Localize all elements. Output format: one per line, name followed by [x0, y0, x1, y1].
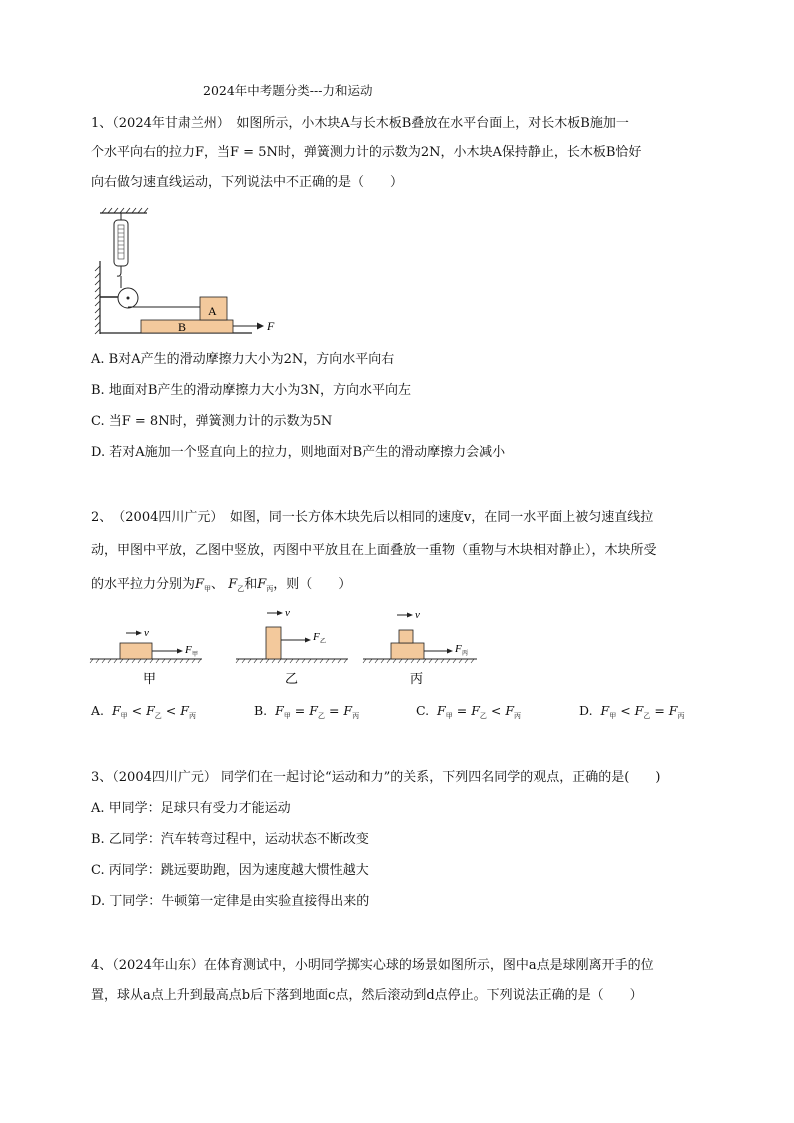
- svg-text:丙: 丙: [462, 651, 469, 657]
- q1-option-b[interactable]: B. 地面对B产生的滑动摩擦力大小为3N，方向水平向左: [91, 383, 412, 398]
- q1-option-c[interactable]: C. 当F = 8N时，弹簧测力计的示数为5N: [91, 414, 333, 429]
- q1-stem-line-1: 1、（2024年甘肃兰州） 如图所示，小木块A与长木板B叠放在水平台面上，对长木板B施加一: [91, 116, 629, 131]
- svg-text:F: F: [313, 631, 320, 643]
- figure-yi: [236, 607, 348, 686]
- figure-jia: [90, 627, 202, 686]
- svg-text:乙: 乙: [320, 639, 327, 645]
- svg-text:v: v: [285, 607, 290, 619]
- q2-option-c[interactable]: C. $F_甲 = F_乙 < F_丙$: [416, 703, 522, 720]
- board-b: [141, 320, 233, 333]
- caption-jia: 甲: [143, 671, 157, 686]
- svg-text:v: v: [415, 609, 420, 621]
- label-a: A: [208, 304, 217, 318]
- wall-hatch: [95, 266, 100, 334]
- q3-option-a[interactable]: A. 甲同学：足球只有受力才能运动: [91, 801, 291, 816]
- q2-option-b[interactable]: B. $F_甲 = F_乙 = F_丙$: [254, 703, 360, 720]
- q2-figure: [90, 604, 490, 690]
- q2-option-a[interactable]: A. $F_甲 < F_乙 < F_丙$: [91, 703, 196, 720]
- q3-stem: 3、（2004四川广元） 同学们在一起讨论“运动和力”的关系，下列四名同学的观点，正确的是( ): [91, 770, 661, 785]
- q1-option-a[interactable]: A. B对A产生的滑动摩擦力大小为2N，方向水平向右: [91, 352, 395, 367]
- q4-stem-line-2: 置，球从a点上升到最高点b后下落到地面c点，然后滚动到d点停止。下列说法正确的是（ ）: [91, 988, 643, 1003]
- figure-bing: [363, 609, 477, 686]
- label-f: F: [267, 319, 275, 333]
- q3-option-b[interactable]: B. 乙同学：汽车转弯过程中，运动状态不断改变: [91, 832, 369, 847]
- q3-option-d[interactable]: D. 丁同学：牛顿第一定律是由实验直接得出来的: [91, 894, 370, 909]
- ceiling-hatch: [102, 208, 148, 213]
- svg-text:F: F: [455, 643, 462, 655]
- q1-option-d[interactable]: D. 若对A施加一个竖直向上的拉力，则地面对B产生的滑动摩擦力会减小: [91, 445, 506, 460]
- q1-figure: [92, 206, 292, 336]
- q4-stem-line-1: 4、（2024年山东）在体育测试中，小明同学掷实心球的场景如图所示，图中a点是球刚离开手的位: [91, 958, 654, 973]
- q2-stem-line-2: 动，甲图中平放，乙图中竖放，丙图中平放且在上面叠放一重物（重物与木块相对静止），木块所受: [91, 543, 657, 558]
- caption-yi: 乙: [285, 671, 299, 686]
- svg-text:F: F: [185, 644, 192, 656]
- page-title: 2024年中考题分类---力和运动: [203, 83, 373, 98]
- label-b: B: [178, 320, 187, 334]
- q3-option-c[interactable]: C. 丙同学：跳远要助跑，因为速度越大惯性越大: [91, 863, 369, 878]
- q2-option-d[interactable]: D. $F_甲 < F_乙 = F_丙$: [579, 703, 685, 720]
- q2-stem-line-3: 的水平拉力分别为$F_甲$、 $F_乙$和$F_丙$，则（ ）: [91, 577, 352, 593]
- q1-stem-line-3: 向右做匀速直线运动，下列说法中不正确的是（ ）: [91, 175, 404, 190]
- svg-text:甲: 甲: [192, 652, 199, 658]
- caption-bing: 丙: [410, 671, 424, 686]
- svg-text:v: v: [144, 627, 149, 639]
- q1-stem-line-2: 个水平向右的拉力F，当F = 5N时，弹簧测力计的示数为2N，小木块A保持静止，长木板B恰好: [91, 145, 642, 160]
- q2-stem-line-1: 2、 （2004四川广元） 如图，同一长方体木块先后以相同的速度v，在同一水平面上被匀速直线拉: [91, 510, 654, 525]
